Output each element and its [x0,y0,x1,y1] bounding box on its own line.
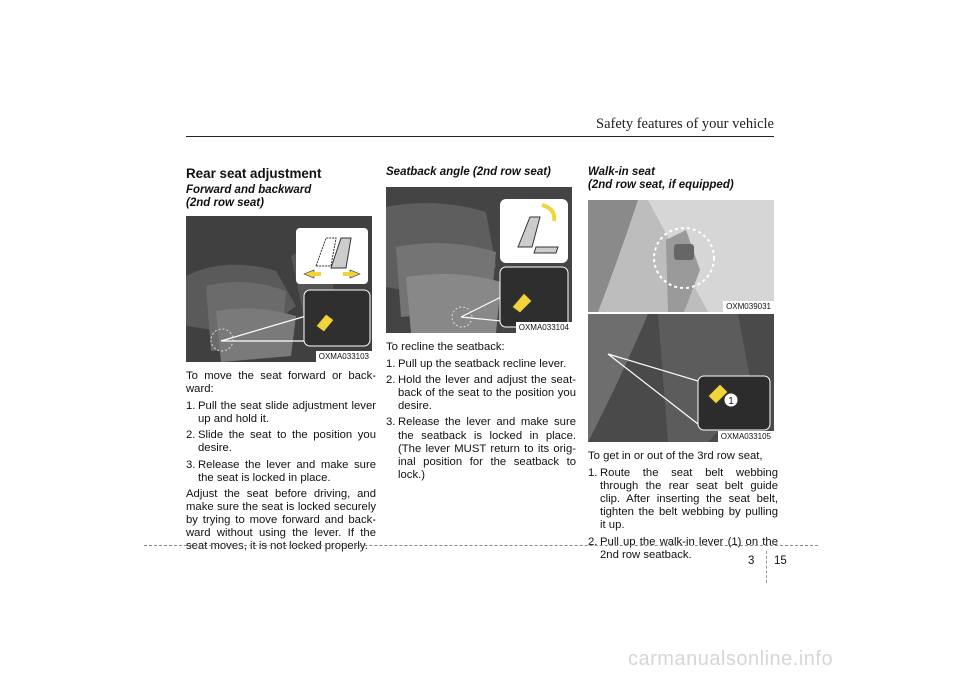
walk-in-figure [588,314,774,442]
list-item: 3. Release the lever and make sure the seat is locked in place. [186,458,376,484]
subsection-title: Walk-in seat (2nd row seat, if equipped) [588,166,734,191]
figure-code: OXM039031 [723,301,774,312]
seatback-figure [386,187,572,333]
list-item: 1. Pull the seat slide adjustment lever up and hold it. [186,400,376,426]
list-item: 3. Release the lever and make sure the seatback is locked in place. (The lever MUST return to its orig- inal position for the seatback to lock.) [386,416,576,481]
intro-text: To get in or out of the 3rd row seat, [588,450,763,462]
list-item: 2. Pull up the walk-in lever (1) on the 2nd row seatback. [588,535,778,561]
middle-column [386,166,576,485]
seatback-illustration [386,187,572,333]
intro-text: To move the seat forward or back- ward: [186,370,376,396]
seat-slide-illustration [186,216,372,362]
intro-text: To recline the seatback: [386,341,505,353]
belt-guide-illustration [588,200,774,312]
watermark: carmanualsonline.info [628,648,834,670]
left-column [186,166,376,557]
footer-rule [144,545,818,546]
steps-list [588,467,778,562]
walk-in-illustration [588,314,774,442]
seat-slide-figure [186,216,372,362]
section-title: Rear seat adjustment [186,166,322,181]
right-column [588,166,778,565]
header-rule [186,136,774,137]
list-item: 2. Slide the seat to the position you desire. [186,429,376,455]
figure-code: OXMA033103 [316,351,372,362]
belt-guide-figure [588,200,774,312]
figure-code: OXMA033104 [516,322,572,333]
note-text: Adjust the seat before driving, and make sure the seat is locked securely by trying to move forward and back- ward without using the lever. If the seat moves, it is not locked properly. [186,487,376,553]
steps-list [186,400,376,485]
subsection-title: Forward and backward (2nd row seat) [186,184,312,209]
list-item: 1. Pull up the seatback recline lever. [386,358,567,371]
list-item: 1. Route the seat belt webbing through the rear seat belt guide clip. After inserting the seat belt, tighten the belt webbing by pulling it up. [588,467,778,532]
page-divider [766,551,767,583]
callout-number: 1 [728,396,734,407]
list-item: 2. Hold the lever and adjust the seat- back of the seat to the position you desire. [386,374,576,413]
page-number: 15 [774,555,787,567]
steps-list [386,358,576,482]
subsection-title: Seatback angle (2nd row seat) [386,166,551,178]
figure-code: OXMA033105 [718,431,774,442]
chapter-number: 3 [748,555,755,567]
section-header: Safety features of your vehicle [596,116,774,132]
